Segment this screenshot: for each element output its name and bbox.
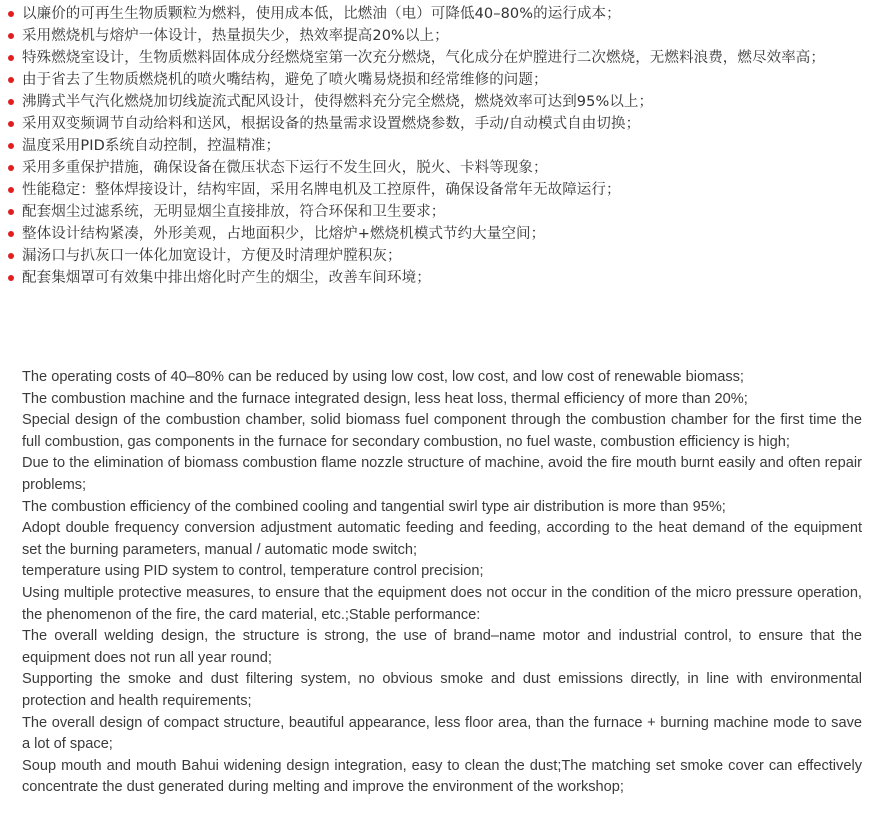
english-paragraph: temperature using PID system to control, temperature control precision;	[22, 563, 484, 580]
list-item	[8, 3, 868, 25]
bullet-dot-icon	[8, 165, 14, 171]
list-item	[8, 267, 868, 289]
bullet-dot-icon	[8, 275, 14, 281]
bullet-dot-icon	[8, 77, 14, 83]
bullet-dot-icon	[8, 187, 14, 193]
list-item	[8, 47, 868, 69]
english-paragraph: Special design of the combustion chamber, solid biomass fuel component through the combustion chamber for the first time the full combustion, gas components in the furnace for secondary combustion, no fuel waste, combustion efficiency is high;	[22, 412, 862, 450]
bullet-dot-icon	[8, 33, 14, 39]
list-item-text: 温度采用PID系统自动控制，控温精准；	[22, 138, 281, 154]
list-item	[8, 157, 868, 179]
english-paragraph: The overall welding design, the structure is strong, the use of brand–name motor and industrial control, to ensure that the equipment does not run all year round;	[22, 628, 862, 666]
chinese-feature-list	[8, 3, 868, 289]
english-paragraph: Soup mouth and mouth Bahui widening design integration, easy to clean the dust;The matching set smoke cover can effectively concentrate the dust generated during melting and improve the environment of the workshop;	[22, 757, 862, 796]
list-item-text: 漏汤口与扒灰口一体化加宽设计，方便及时清理炉膛积灰；	[22, 248, 402, 264]
list-item-text: 性能稳定：整体焊接设计，结构牢固，采用名牌电机及工控原件，确保设备常年无故障运行；	[22, 182, 621, 198]
english-paragraph: The combustion efficiency of the combined cooling and tangential swirl type air distribution is more than 95%;	[22, 498, 726, 515]
list-item-text: 采用双变频调节自动给料和送风，根据设备的热量需求设置燃烧参数，手动/自动模式自由切换；	[22, 116, 641, 132]
bullet-dot-icon	[8, 121, 14, 127]
english-description	[22, 367, 862, 799]
list-item-text: 整体设计结构紧凑，外形美观，占地面积少，比熔炉+燃烧机模式节约大量空间；	[22, 226, 546, 242]
bullet-dot-icon	[8, 231, 14, 237]
english-paragraph: The overall design of compact structure, beautiful appearance, less floor area, than the furnace + burning machine mode to save a lot of space;	[22, 714, 862, 753]
english-paragraph: The combustion machine and the furnace integrated design, less heat loss, thermal efficiency of more than 20%;	[22, 390, 748, 407]
bullet-dot-icon	[8, 209, 14, 215]
list-item	[8, 69, 868, 91]
list-item	[8, 179, 868, 201]
list-item-text: 由于省去了生物质燃烧机的喷火嘴结构，避免了喷火嘴易烧损和经常维修的问题；	[22, 72, 548, 88]
list-item-text: 沸腾式半气汽化燃烧加切线旋流式配风设计，使得燃料充分完全燃烧，燃烧效率可达到95%以上；	[22, 94, 654, 110]
list-item-text: 采用多重保护措施，确保设备在微压状态下运行不发生回火，脱火、卡料等现象；	[22, 160, 548, 176]
list-item-text: 特殊燃烧室设计，生物质燃料固体成分经燃烧室第一次充分燃烧，气化成分在炉膛进行二次燃烧，无燃料浪费，燃尽效率高；	[22, 50, 825, 66]
bullet-dot-icon	[8, 11, 14, 17]
list-item	[8, 135, 868, 157]
english-paragraph: Due to the elimination of biomass combustion flame nozzle structure of machine, avoid the fire mouth burnt easily and often repair problems;	[22, 455, 862, 493]
english-paragraph: Adopt double frequency conversion adjustment automatic feeding and feeding, according to the heat demand of the equipment set the burning parameters, manual / automatic mode switch;	[22, 520, 862, 558]
english-paragraph: Supporting the smoke and dust filtering system, no obvious smoke and dust emissions directly, in line with environmental protection and health requirements;	[22, 671, 862, 709]
english-paragraph: The operating costs of 40–80% can be reduced by using low cost, low cost, and low cost of renewable biomass;	[22, 369, 744, 385]
bullet-dot-icon	[8, 143, 14, 149]
list-item-text: 配套集烟罩可有效集中排出熔化时产生的烟尘，改善车间环境；	[22, 270, 431, 286]
list-item	[8, 223, 868, 245]
list-item-text: 配套烟尘过滤系统，无明显烟尘直接排放，符合环保和卫生要求；	[22, 204, 446, 220]
list-item	[8, 201, 868, 223]
list-item	[8, 245, 868, 267]
list-item	[8, 91, 868, 113]
bullet-dot-icon	[8, 99, 14, 105]
list-item	[8, 113, 868, 135]
bullet-dot-icon	[8, 253, 14, 259]
english-paragraph: Using multiple protective measures, to ensure that the equipment does not occur in the condition of the micro pressure operation, the phenomenon of the fire, the card material, etc.;Stable performance:	[22, 584, 862, 623]
bullet-dot-icon	[8, 55, 14, 61]
list-item-text: 以廉价的可再生生物质颗粒为燃料，使用成本低，比燃油（电）可降低40–80%的运行成本；	[22, 6, 621, 22]
list-item-text: 采用燃烧机与熔炉一体设计，热量损失少，热效率提高20%以上；	[22, 28, 449, 44]
list-item	[8, 25, 868, 47]
